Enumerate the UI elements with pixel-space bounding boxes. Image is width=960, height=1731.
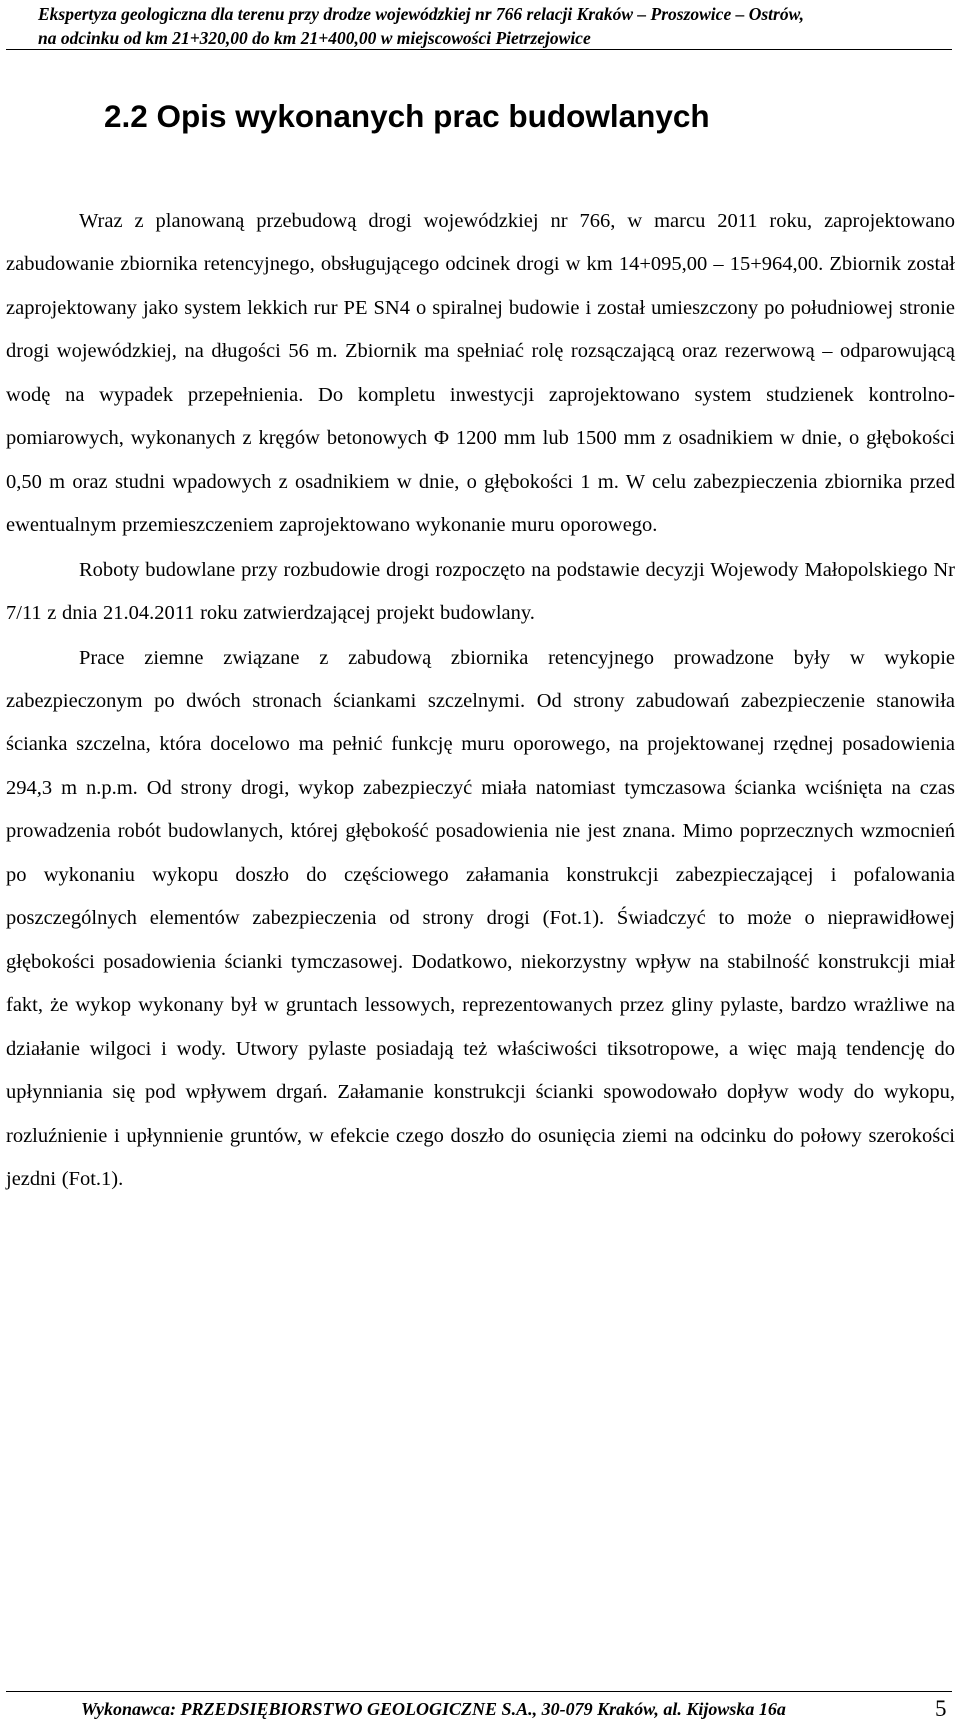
header-line-2: na odcinku od km 21+320,00 do km 21+400,00 w miejscowości Pietrzejowice xyxy=(38,28,591,48)
paragraph-earthworks: Prace ziemne związane z zabudową zbiornika retencyjnego prowadzone były w wykopie zabezpieczonym po dwóch stronach ściankami szczelnymi. Od strony zabudowań zabezpieczenie stanowiła ścianka szczelna, która docelowo ma pełnić funkcję muru oporowego, na projektowanej rzędnej posadowienia 294,3 m n.p.m. Od strony drogi, wykop zabezpieczyć miała natomiast tymczasowa ścianka wciśnięta na czas prowadzenia robót budowlanych, której głębokość posadowienia nie jest znana. Mimo poprzecznych wzmocnień po wykonaniu wykopu doszło do częściowego załamania konstrukcji zabezpieczającej i pofalowania poszczególnych elementów zabezpieczenia od strony drogi (Fot.1). Świadczyć to może o nieprawidłowej głębokości posadowienia ścianki tymczasowej. Dodatkowo, niekorzystny wpływ na stabilność konstrukcji miał fakt, że wykop wykonany był w gruntach lessowych, reprezentowanych przez gliny pylaste, bardzo wrażliwe na działanie wilgoci i wody. Utwory pylaste posiadają też właściwości tiksotropowe, a więc mają tendencję do upłynniania się pod wpływem drgań. Załamanie konstrukcji ścianki spowodowało dopływ wody do wykopu, rozluźnienie i upłynnienie gruntów, w efekcie czego doszło do osunięcia ziemi na odcinku do połowy szerokości jezdni (Fot.1). xyxy=(6,646,955,1190)
body-text xyxy=(6,200,955,1202)
document-header xyxy=(38,2,918,50)
header-line-1: Ekspertyza geologiczna dla terenu przy drodze wojewódzkiej nr 766 relacji Kraków – Proszowice – Ostrów, xyxy=(38,4,804,24)
footer-contractor: Wykonawca: PRZEDSIĘBIORSTWO GEOLOGICZNE S.A., 30-079 Kraków, al. Kijowska 16a xyxy=(81,1699,786,1719)
paragraph-reservoir-description: Wraz z planowaną przebudową drogi wojewódzkiej nr 766, w marcu 2011 roku, zaprojektowano zabudowanie zbiornika retencyjnego, obsługującego odcinek drogi w km 14+095,00 – 15+964,00. Zbiornik został zaprojektowany jako system lekkich rur PE SN4 o spiralnej budowie i został umieszczony po południowej stronie drogi wojewódzkiej, na długości 56 m. Zbiornik ma spełniać rolę rozsączającą oraz rezerwową – odparowującą wodę na wypadek przepełnienia. Do kompletu inwestycji zaprojektowano system studzienek kontrolno-pomiarowych, wykonanych z kręgów betonowych Φ 1200 mm lub 1500 mm z osadnikiem w dnie, o głębokości 0,50 m oraz studni wpadowych z osadnikiem w dnie, o głębokości 1 m. W celu zabezpieczenia zbiornika przed ewentualnym przemieszczeniem zaprojektowano wykonanie muru oporowego. xyxy=(6,210,955,537)
footer-divider xyxy=(6,1691,952,1692)
page-number: 5 xyxy=(935,1696,947,1721)
section-title: 2.2 Opis wykonanych prac budowlanych xyxy=(104,98,710,134)
header-divider xyxy=(6,49,952,50)
paragraph-construction-permit: Roboty budowlane przy rozbudowie drogi rozpoczęto na podstawie decyzji Wojewody Małopolskiego Nr 7/11 z dnia 21.04.2011 roku zatwierdzającej projekt budowlany. xyxy=(6,558,955,625)
